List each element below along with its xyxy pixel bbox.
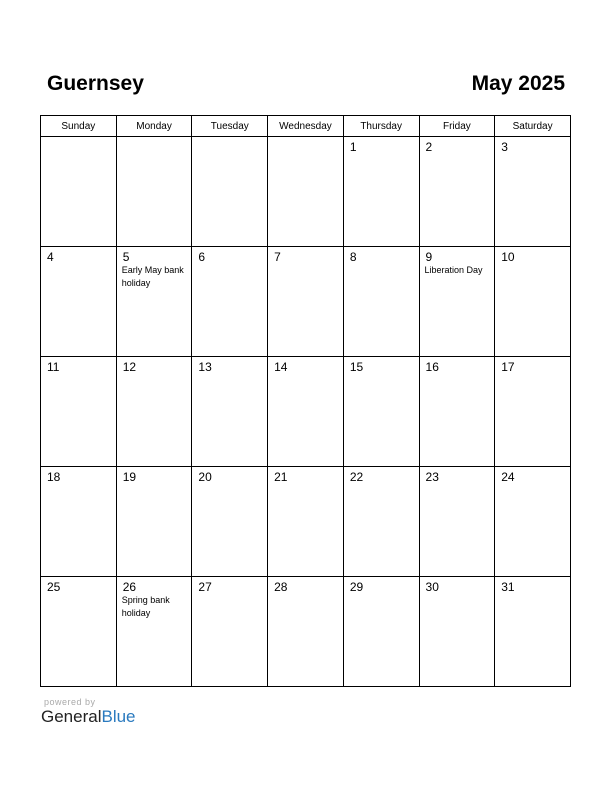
weekday-header: Thursday	[343, 116, 419, 137]
calendar-grid	[40, 115, 571, 687]
calendar-day-cell	[41, 577, 117, 687]
calendar-day-cell	[268, 137, 344, 247]
day-number: 2	[425, 140, 433, 154]
calendar-day-cell	[495, 577, 571, 687]
day-number: 22	[349, 470, 364, 484]
holiday-label: Liberation Day	[424, 265, 483, 275]
day-number: 23	[425, 470, 439, 484]
calendar-day-cell	[495, 467, 571, 577]
day-number: 24	[501, 470, 515, 484]
weekday-header: Sunday	[41, 116, 117, 137]
day-number: 17	[501, 360, 515, 374]
calendar-region-title: Guernsey	[47, 72, 144, 95]
calendar-day-cell	[268, 577, 344, 687]
day-number: 4	[47, 250, 54, 264]
weekday-header-row	[41, 116, 571, 137]
calendar-day-cell	[116, 357, 192, 467]
calendar-day-cell	[495, 357, 571, 467]
day-number: 1	[349, 140, 357, 154]
day-number: 9	[425, 250, 433, 264]
day-number: 25	[47, 580, 61, 594]
calendar-day-cell	[343, 137, 419, 247]
day-number: 13	[198, 360, 212, 374]
day-number: 7	[274, 250, 281, 264]
calendar-day-cell	[192, 577, 268, 687]
logo-text-blue: Blue	[101, 707, 136, 726]
day-number: 19	[122, 470, 137, 484]
calendar-day-cell	[419, 467, 495, 577]
day-number: 15	[349, 360, 364, 374]
calendar-day-cell	[419, 137, 495, 247]
calendar-day-cell	[192, 467, 268, 577]
day-number: 10	[501, 250, 515, 264]
calendar-day-cell	[268, 467, 344, 577]
calendar-week-row	[41, 137, 571, 247]
weekday-header: Wednesday	[268, 116, 344, 137]
calendar-day-cell	[116, 247, 192, 357]
day-number: 16	[425, 360, 439, 374]
calendar-day-cell	[343, 577, 419, 687]
day-number: 6	[198, 250, 206, 264]
weekday-header: Tuesday	[192, 116, 268, 137]
calendar-day-cell	[419, 577, 495, 687]
calendar-day-cell	[343, 357, 419, 467]
holiday-label: Early May bank holiday	[121, 265, 184, 288]
holiday-label: Spring bank holiday	[121, 595, 170, 618]
calendar-day-cell	[41, 467, 117, 577]
calendar-day-cell	[268, 247, 344, 357]
day-number: 28	[274, 580, 288, 594]
day-number: 18	[47, 470, 61, 484]
calendar-day-cell	[192, 357, 268, 467]
calendar-month-title: May 2025	[471, 72, 565, 95]
day-number: 3	[501, 140, 508, 154]
calendar-day-cell	[41, 247, 117, 357]
day-number: 27	[198, 580, 212, 594]
day-number: 11	[47, 360, 60, 374]
day-number: 5	[122, 250, 130, 264]
calendar-day-cell	[41, 357, 117, 467]
calendar-day-cell	[495, 137, 571, 247]
weekday-header: Friday	[419, 116, 495, 137]
calendar-day-cell	[343, 467, 419, 577]
calendar-day-cell	[116, 577, 192, 687]
calendar-week-row	[41, 467, 571, 577]
logo-text-general: General	[41, 707, 102, 726]
calendar-day-cell	[343, 247, 419, 357]
calendar-day-cell	[116, 467, 192, 577]
powered-by-label: powered by	[44, 697, 96, 707]
day-number: 12	[122, 360, 137, 374]
calendar-day-cell	[41, 137, 117, 247]
calendar-day-cell	[116, 137, 192, 247]
day-number: 20	[198, 470, 212, 484]
day-number: 30	[425, 580, 439, 594]
day-number: 8	[349, 250, 357, 264]
day-number: 21	[274, 470, 288, 484]
calendar-day-cell	[419, 247, 495, 357]
calendar-day-cell	[192, 137, 268, 247]
calendar-week-row	[41, 357, 571, 467]
calendar-week-row	[41, 577, 571, 687]
calendar-week-row	[41, 247, 571, 357]
calendar-day-cell	[192, 247, 268, 357]
weekday-header: Monday	[116, 116, 192, 137]
day-number: 14	[274, 360, 288, 374]
day-number: 26	[122, 580, 137, 594]
calendar-day-cell	[268, 357, 344, 467]
weekday-header: Saturday	[495, 116, 571, 137]
day-number: 29	[349, 580, 364, 594]
calendar-day-cell	[495, 247, 571, 357]
generalblue-logo	[41, 707, 136, 727]
day-number: 31	[501, 580, 515, 594]
calendar-day-cell	[419, 357, 495, 467]
